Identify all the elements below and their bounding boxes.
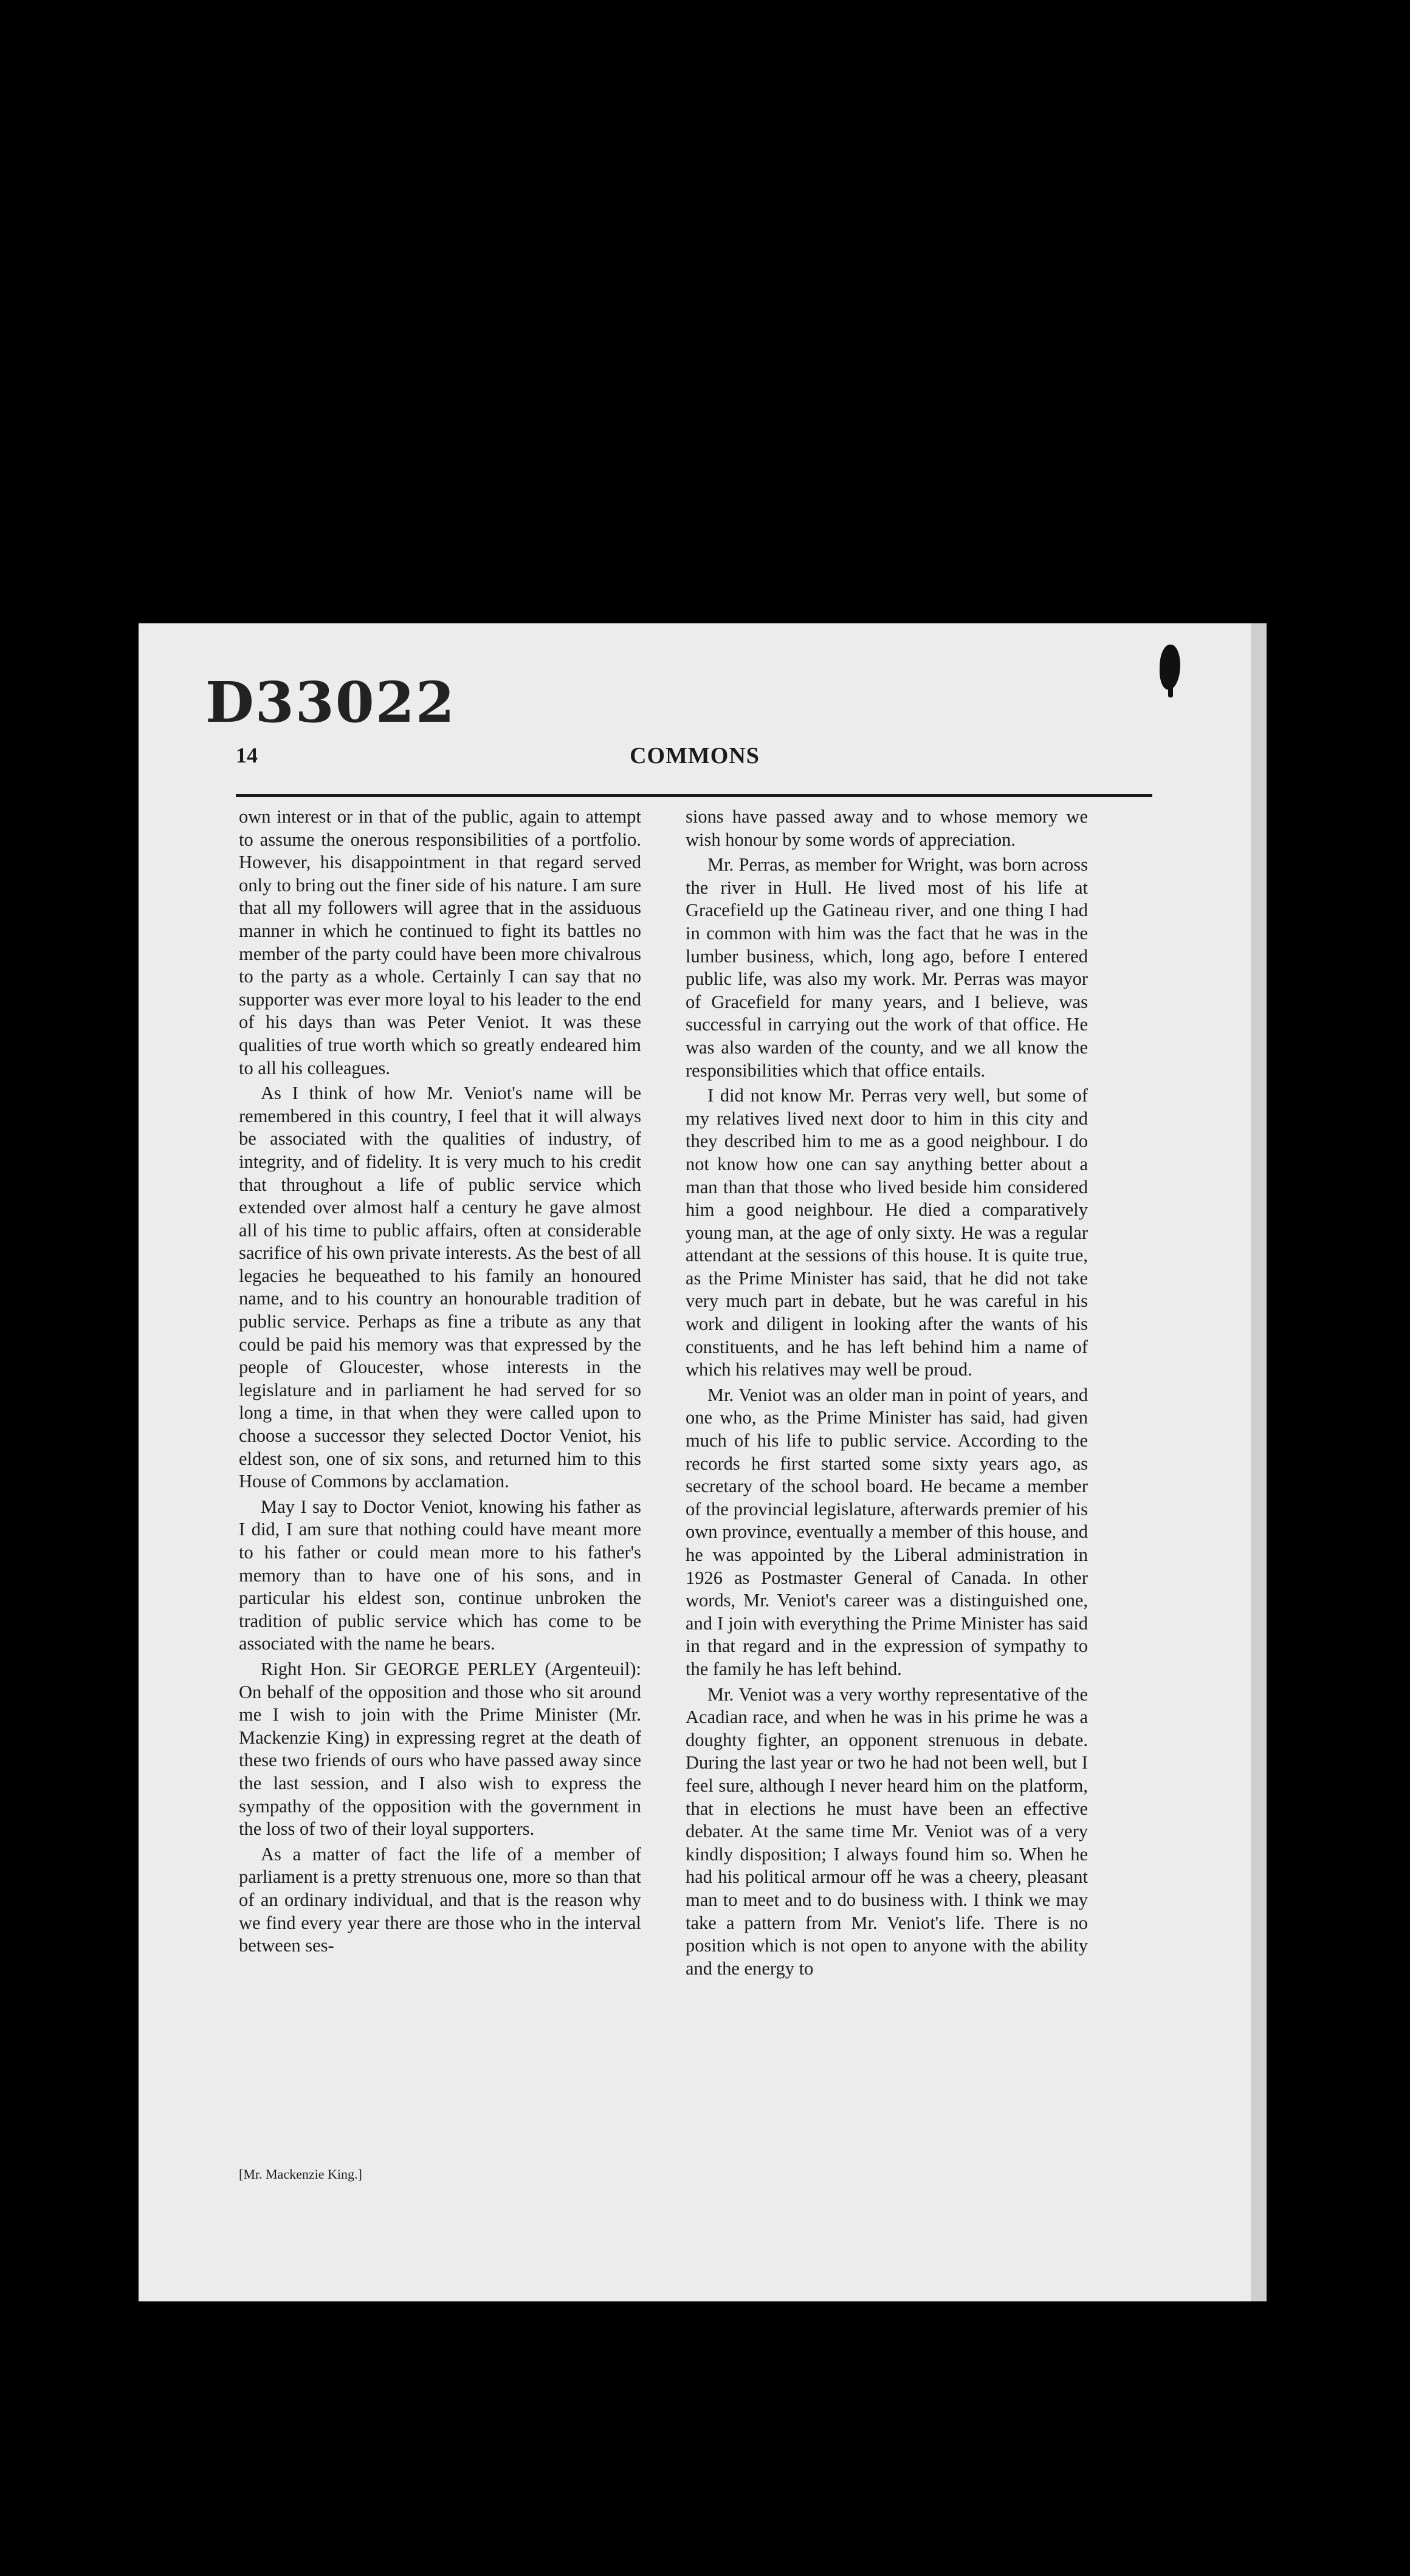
scanned-page	[139, 623, 1251, 2301]
paragraph: As a matter of fact the life of a member of parliament is a pretty strenuous one, more so than that of an ordinary individual, and that is the reason why we find every year there are those who in the interval between ses-	[239, 1843, 641, 1956]
paragraph: Mr. Veniot was an older man in point of years, and one who, as the Prime Minister has said, had given much of his life to public service. According to the records he first started some sixty years ago, as secretary of the school board. He became a member of the provincial legislature, afterwards premier of his own province, eventually a member of this house, and he was appointed by the Liberal administration in 1926 as Postmaster General of Canada. In other words, Mr. Veniot's career was a distinguished one, and I join with everything the Prime Minister has said in that regard and in the expression of sympathy to the family he has left behind.	[686, 1384, 1088, 1679]
paragraph: own interest or in that of the public, again to attempt to assume the onerous responsibilities of a portfolio. However, his disappointment in that regard served only to bring out the finer side of his nature. I am sure that all my followers will agree that in the assiduous manner in which he continued to fight its battles no member of the party could have been more chivalrous to the party as a whole. Certainly I can say that no supporter was ever more loyal to his leader to the end of his days than was Peter Veniot. It was these qualities of true worth which so greatly endeared him to all his colleagues.	[239, 806, 641, 1078]
page-edge	[1251, 623, 1267, 2301]
paragraph: Right Hon. Sir GEORGE PERLEY (Argenteuil): On behalf of the opposition and those who sit around me I wish to join with the Prime Minister (Mr. Mackenzie King) in expressing regret at the death of these two friends of ours who have passed away since the last session, and I also wish to express the sympathy of the opposition with the government in the loss of two of their loyal supporters.	[239, 1658, 641, 1840]
footer-note: [Mr. Mackenzie King.]	[239, 2167, 362, 2182]
header-rule	[236, 794, 1152, 797]
right-column	[686, 806, 1088, 1982]
paragraph: Mr. Perras, as member for Wright, was born across the river in Hull. He lived most of his life at Gracefield up the Gatineau river, and one thing I had in common with him was the fact that he was in the lumber business, which, long ago, before I entered public life, was also my work. Mr. Perras was mayor of Gracefield for many years, and I believe, was successful in carrying out the work of that office. He was also warden of the county, and we all know the responsibilities which that office entails.	[686, 854, 1088, 1081]
paragraph: I did not know Mr. Perras very well, but some of my relatives lived next door to him in this city and they described him to me as a good neighbour. I do not know how one can say anything better about a man than that those who lived beside him considered him a good neighbour. He died a comparatively young man, at the age of only sixty. He was a regular attendant at the sessions of this house. It is quite true, as the Prime Minister has said, that he did not take very much part in debate, but he was careful in his work and diligent in looking after the wants of his constituents, and he has left behind him a name of which his relatives may well be proud.	[686, 1085, 1088, 1380]
paragraph: As I think of how Mr. Veniot's name will be remembered in this country, I feel that it will always be associated with the qualities of industry, of integrity, and of fidelity. It is very much to his credit that throughout a life of public service which extended over almost half a century he gave almost all of his time to public affairs, often at considerable sacrifice of his own private interests. As the best of all legacies he bequeathed to his family an honoured name, and to his country an honourable tradition of public service. Perhaps as fine a tribute as any that could be paid his memory was that expressed by the people of Gloucester, whose interests in the legislature and in parliament he had served for so long a time, in that when they were called upon to choose a successor they selected Doctor Veniot, his eldest son, one of six sons, and returned him to this House of Commons by acclamation.	[239, 1083, 641, 1492]
paragraph: Mr. Veniot was a very worthy representative of the Acadian race, and when he was in his prime he was a doughty fighter, an opponent strenuous in debate. During the last year or two he had not been well, but I feel sure, although I never heard him on the platform, that in elections he must have been an effective debater. At the same time Mr. Veniot was of a very kindly disposition; I always found him so. When he had his political armour off he was a cheery, pleasant man to meet and to do business with. I think we may take a pattern from Mr. Veniot's life. There is no position which is not open to anyone with the ability and the energy to	[686, 1684, 1088, 1979]
archive-stamp: D33022	[205, 670, 456, 735]
paragraph: May I say to Doctor Veniot, knowing his father as I did, I am sure that nothing could have meant more to his father or could mean more to his father's memory than to have one of his sons, and in particular his eldest son, continue unbroken the tradition of public service which has come to be associated with the name he bears.	[239, 1496, 641, 1654]
paragraph: sions have passed away and to whose memory we wish honour by some words of appreciation.	[686, 806, 1088, 850]
running-head: COMMONS	[630, 743, 760, 769]
ink-blot	[1160, 645, 1180, 690]
page-number: 14	[236, 743, 258, 767]
left-column	[239, 806, 641, 1960]
ink-blot-tail	[1168, 684, 1173, 697]
